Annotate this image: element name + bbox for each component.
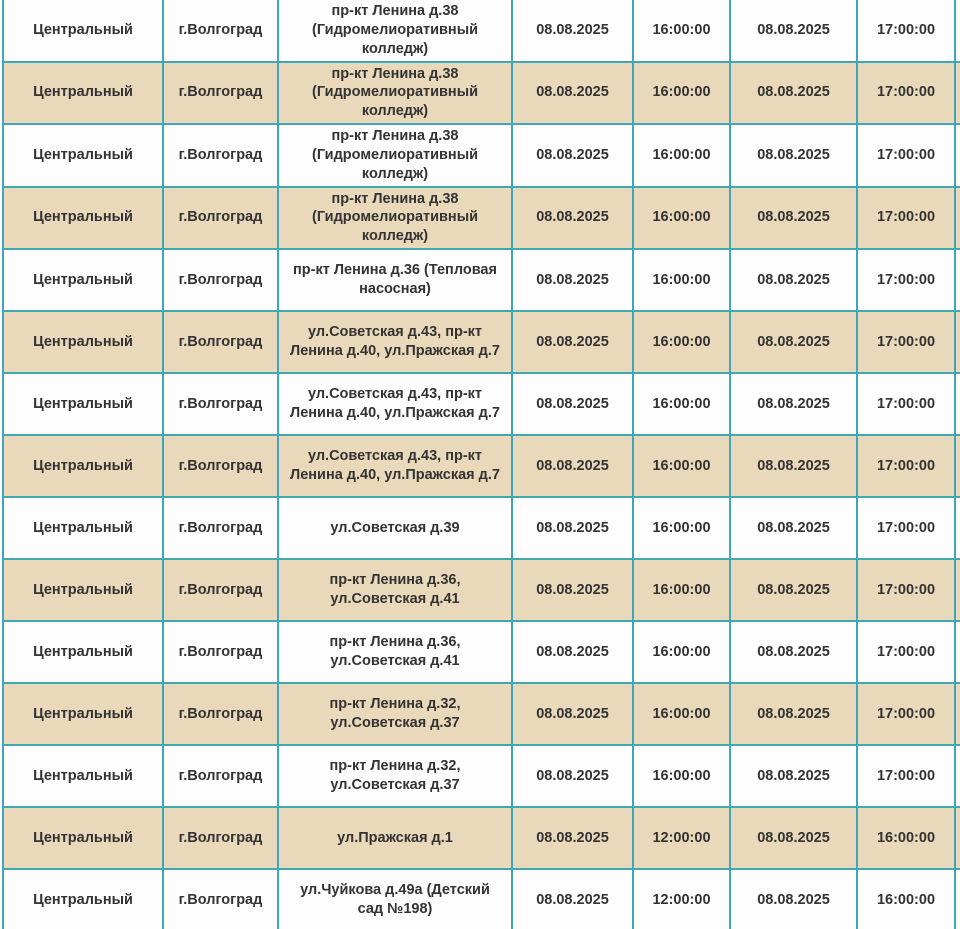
end-time-cell: 17:00:00 [857,621,955,683]
table-row [3,497,960,559]
address-cell: пр-кт Ленина д.32, ул.Советская д.37 [278,745,512,807]
end-time-cell: 17:00:00 [857,249,955,311]
address-cell: пр-кт Ленина д.38 (Гидромелиоративный колледж) [278,124,512,187]
table-row [3,62,960,125]
end-date-cell: 08.08.2025 [730,807,857,869]
district-cell: Центральный [3,373,163,435]
city-cell: г.Волгоград [163,559,278,621]
start-date-cell: 08.08.2025 [512,124,633,187]
clipped-next-column-cell [955,869,960,929]
start-time-cell: 16:00:00 [633,435,730,497]
end-date-cell: 08.08.2025 [730,869,857,929]
table-row [3,311,960,373]
city-cell: г.Волгоград [163,0,278,62]
start-time-cell: 16:00:00 [633,124,730,187]
address-cell: пр-кт Ленина д.32, ул.Советская д.37 [278,683,512,745]
address-cell: ул.Советская д.39 [278,497,512,559]
address-cell: пр-кт Ленина д.36, ул.Советская д.41 [278,621,512,683]
start-time-cell: 16:00:00 [633,0,730,62]
city-cell: г.Волгоград [163,621,278,683]
start-date-cell: 08.08.2025 [512,311,633,373]
clipped-next-column-cell [955,745,960,807]
end-time-cell: 17:00:00 [857,187,955,250]
address-cell: пр-кт Ленина д.36, ул.Советская д.41 [278,559,512,621]
start-date-cell: 08.08.2025 [512,435,633,497]
start-time-cell: 12:00:00 [633,807,730,869]
city-cell: г.Волгоград [163,745,278,807]
end-date-cell: 08.08.2025 [730,497,857,559]
address-cell: пр-кт Ленина д.38 (Гидромелиоративный колледж) [278,187,512,250]
city-cell: г.Волгоград [163,62,278,125]
end-time-cell: 17:00:00 [857,62,955,125]
end-date-cell: 08.08.2025 [730,745,857,807]
end-time-cell: 17:00:00 [857,373,955,435]
end-time-cell: 17:00:00 [857,311,955,373]
clipped-next-column-cell [955,497,960,559]
start-time-cell: 16:00:00 [633,311,730,373]
table-row [3,807,960,869]
city-cell: г.Волгоград [163,311,278,373]
clipped-next-column-cell [955,807,960,869]
clipped-next-column-cell [955,683,960,745]
start-time-cell: 16:00:00 [633,621,730,683]
end-date-cell: 08.08.2025 [730,62,857,125]
clipped-next-column-cell [955,621,960,683]
district-cell: Центральный [3,62,163,125]
address-cell: пр-кт Ленина д.38 (Гидромелиоративный колледж) [278,0,512,62]
end-time-cell: 17:00:00 [857,683,955,745]
clipped-next-column-cell [955,62,960,125]
table-row [3,435,960,497]
district-cell: Центральный [3,0,163,62]
end-date-cell: 08.08.2025 [730,373,857,435]
start-time-cell: 12:00:00 [633,869,730,929]
start-date-cell: 08.08.2025 [512,621,633,683]
end-date-cell: 08.08.2025 [730,621,857,683]
district-cell: Центральный [3,683,163,745]
end-date-cell: 08.08.2025 [730,187,857,250]
district-cell: Центральный [3,435,163,497]
table-row [3,683,960,745]
city-cell: г.Волгоград [163,187,278,250]
table-row [3,249,960,311]
outage-schedule-table [2,0,960,929]
city-cell: г.Волгоград [163,807,278,869]
start-time-cell: 16:00:00 [633,373,730,435]
start-time-cell: 16:00:00 [633,683,730,745]
table-row [3,124,960,187]
city-cell: г.Волгоград [163,497,278,559]
clipped-next-column-cell [955,373,960,435]
table-row [3,869,960,929]
start-date-cell: 08.08.2025 [512,373,633,435]
district-cell: Центральный [3,869,163,929]
start-time-cell: 16:00:00 [633,249,730,311]
address-cell: ул.Пражская д.1 [278,807,512,869]
district-cell: Центральный [3,187,163,250]
city-cell: г.Волгоград [163,124,278,187]
start-date-cell: 08.08.2025 [512,869,633,929]
end-time-cell: 17:00:00 [857,497,955,559]
end-time-cell: 17:00:00 [857,0,955,62]
district-cell: Центральный [3,745,163,807]
clipped-next-column-cell [955,249,960,311]
district-cell: Центральный [3,559,163,621]
end-time-cell: 17:00:00 [857,559,955,621]
district-cell: Центральный [3,497,163,559]
table-row [3,745,960,807]
clipped-next-column-cell [955,559,960,621]
city-cell: г.Волгоград [163,869,278,929]
start-date-cell: 08.08.2025 [512,187,633,250]
clipped-next-column-cell [955,311,960,373]
start-time-cell: 16:00:00 [633,62,730,125]
start-date-cell: 08.08.2025 [512,559,633,621]
end-date-cell: 08.08.2025 [730,0,857,62]
start-time-cell: 16:00:00 [633,745,730,807]
address-cell: ул.Советская д.43, пр-кт Ленина д.40, ул.Пражская д.7 [278,435,512,497]
address-cell: ул.Советская д.43, пр-кт Ленина д.40, ул.Пражская д.7 [278,311,512,373]
start-date-cell: 08.08.2025 [512,0,633,62]
district-cell: Центральный [3,621,163,683]
clipped-next-column-cell [955,0,960,62]
end-time-cell: 16:00:00 [857,869,955,929]
start-time-cell: 16:00:00 [633,187,730,250]
start-date-cell: 08.08.2025 [512,683,633,745]
end-time-cell: 16:00:00 [857,807,955,869]
start-date-cell: 08.08.2025 [512,249,633,311]
district-cell: Центральный [3,124,163,187]
clipped-next-column-cell [955,435,960,497]
table-row [3,621,960,683]
end-date-cell: 08.08.2025 [730,435,857,497]
end-time-cell: 17:00:00 [857,745,955,807]
start-date-cell: 08.08.2025 [512,497,633,559]
address-cell: ул.Чуйкова д.49а (Детский сад №198) [278,869,512,929]
end-date-cell: 08.08.2025 [730,249,857,311]
end-date-cell: 08.08.2025 [730,311,857,373]
start-time-cell: 16:00:00 [633,497,730,559]
end-time-cell: 17:00:00 [857,124,955,187]
city-cell: г.Волгоград [163,683,278,745]
end-date-cell: 08.08.2025 [730,559,857,621]
address-cell: пр-кт Ленина д.36 (Тепловая насосная) [278,249,512,311]
table-row [3,373,960,435]
district-cell: Центральный [3,311,163,373]
clipped-next-column-cell [955,124,960,187]
clipped-next-column-cell [955,187,960,250]
start-date-cell: 08.08.2025 [512,62,633,125]
table-row [3,559,960,621]
start-date-cell: 08.08.2025 [512,745,633,807]
city-cell: г.Волгоград [163,435,278,497]
table-row [3,0,960,62]
start-time-cell: 16:00:00 [633,559,730,621]
start-date-cell: 08.08.2025 [512,807,633,869]
city-cell: г.Волгоград [163,249,278,311]
address-cell: пр-кт Ленина д.38 (Гидромелиоративный колледж) [278,62,512,125]
end-date-cell: 08.08.2025 [730,124,857,187]
city-cell: г.Волгоград [163,373,278,435]
table-row [3,187,960,250]
end-time-cell: 17:00:00 [857,435,955,497]
address-cell: ул.Советская д.43, пр-кт Ленина д.40, ул.Пражская д.7 [278,373,512,435]
district-cell: Центральный [3,807,163,869]
district-cell: Центральный [3,249,163,311]
end-date-cell: 08.08.2025 [730,683,857,745]
